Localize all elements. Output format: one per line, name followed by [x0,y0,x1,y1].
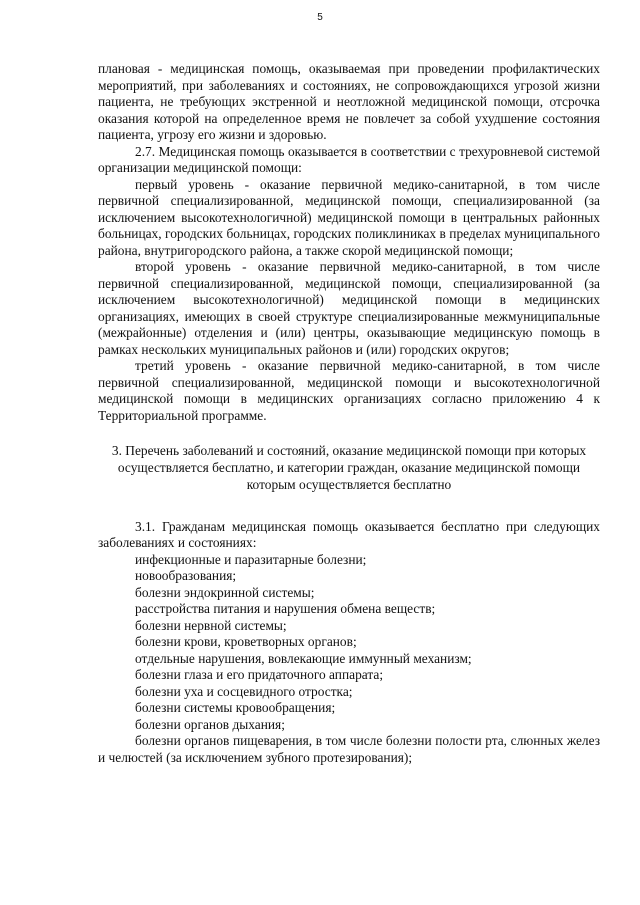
conditions-list [98,552,600,767]
list-item: новообразования; [135,568,237,584]
paragraph-planned-care: плановая - медицинская помощь, оказываемая при проведении профилактических мероприятий, при заболеваниях и состояниях, не сопровождающихся угрозой жизни пациента, не требующих экстренной и неотложной медицинской помощи, отсрочка оказания которой на определенное время не повлечет за собой ухудшение состояния пациента, угрозу его жизни и здоровью. [98,61,600,142]
list-item: болезни эндокринной системы; [135,584,315,600]
section-3-heading: 3. Перечень заболеваний и состояний, оказание медицинской помощи при которых осуществляется бесплатно, и категории граждан, оказание медицинской помощи которым осуществляется бесплатно [111,443,587,493]
list-item: болезни органов пищеварения, в том числе болезни полости рта, слюнных желез и челюстей (за исключением зубного протезирования); [98,733,600,765]
paragraph-third-level: третий уровень - оказание первичной медико-санитарной, в том числе первичной специализированной, медицинской помощи и высокотехнологичной медицинской помощи в медицинских организациях согласно приложению 4 к Территориальной программе. [98,358,600,423]
list-item: болезни системы кровообращения; [135,700,336,716]
document-body [98,61,600,766]
list-item: болезни органов дыхания; [135,716,285,732]
list-item: инфекционные и паразитарные болезни; [135,551,367,567]
list-item: болезни уха и сосцевидного отростка; [135,683,353,699]
paragraph-2-7: 2.7. Медицинская помощь оказывается в соответствии с трехуровневой системой организации медицинской помощи: [98,143,600,175]
spacer [98,494,600,519]
paragraph-3-1: 3.1. Гражданам медицинская помощь оказывается бесплатно при следующих заболеваниях и состояниях: [98,518,600,551]
list-item: отдельные нарушения, вовлекающие иммунный механизм; [135,650,472,666]
list-item: расстройства питания и нарушения обмена веществ; [135,601,436,617]
paragraph-first-level: первый уровень - оказание первичной медико-санитарной, в том числе первичной специализированной, медицинской помощи, специализированной (за исключением высокотехнологичной) медицинской помощи в центральных районных больницах, городских больницах, городских поликлиниках в пределах муниципального района, внутригородского района, а также скорой медицинской помощи; [98,176,600,258]
paragraph-second-level: второй уровень - оказание первичной медико-санитарной, в том числе первичной специализированной, медицинской помощи, специализированной (за исключением высокотехнологичной) медицинской помощи в медицинских организациях, имеющих в своей структуре специализированные межмуниципальные (межрайонные) отделения и (или) центры, оказывающие медицинскую помощь в рамках нескольких муниципальных районов и (или) городских округов; [98,259,600,357]
page-number: 5 [317,12,323,23]
list-item: болезни крови, кроветворных органов; [135,634,357,650]
list-item: болезни глаза и его придаточного аппарата; [135,667,384,683]
list-item: болезни нервной системы; [135,617,287,633]
